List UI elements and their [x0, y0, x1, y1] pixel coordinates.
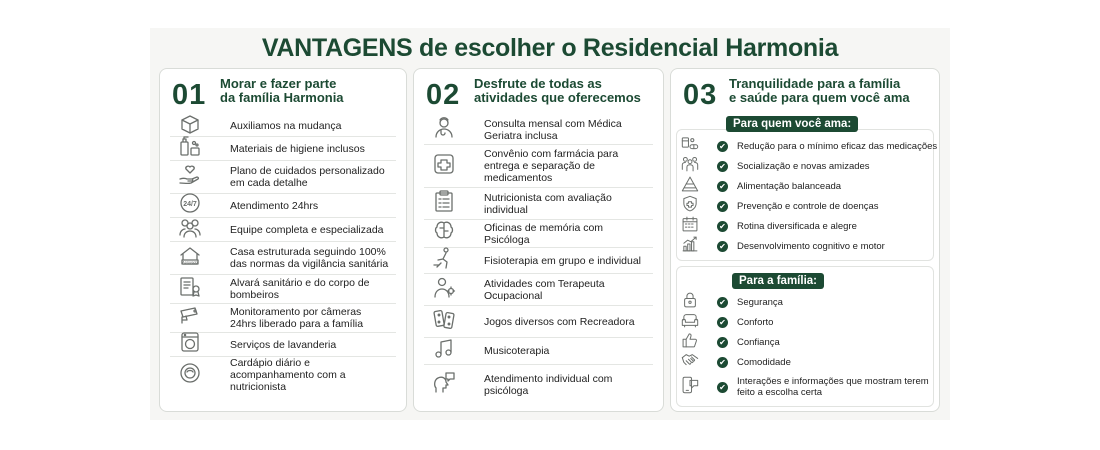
card-heading-line2: da família Harmonia	[220, 90, 344, 105]
check-icon: ✔	[717, 201, 728, 212]
list-item	[671, 156, 939, 176]
card-activities	[413, 68, 664, 412]
check-icon: ✔	[717, 221, 728, 232]
advantages-infographic	[150, 28, 950, 420]
item-text: Musicoterapia	[484, 345, 550, 357]
family-list	[671, 292, 939, 402]
card-heading	[220, 77, 344, 105]
team-icon	[177, 214, 203, 245]
item-icon-cell	[170, 133, 210, 164]
item-text: Oficinas de memória com Psicóloga	[484, 221, 604, 246]
loved-one-list	[671, 136, 939, 256]
item-text: Auxiliamos na mudança	[230, 119, 342, 132]
list-item	[671, 136, 939, 156]
item-icon-cell	[424, 274, 464, 305]
list-item	[170, 357, 396, 393]
item-icon-cell	[424, 369, 464, 400]
item-text: Convênio com farmácia para entrega e separação de medicamentos	[484, 148, 619, 184]
item-text: Confiança	[737, 336, 780, 348]
hygiene-products-icon	[177, 133, 203, 164]
list-item	[671, 176, 939, 196]
clipboard-icon	[431, 188, 457, 219]
card-heading-line1: Morar e fazer parte	[220, 76, 337, 91]
item-text: Cardápio diário e acompanhamento com a nutricionista	[230, 357, 346, 393]
item-icon-cell	[170, 162, 210, 193]
approved-house-icon	[177, 243, 203, 274]
item-text: Jogos diversos com Recreadora	[484, 315, 635, 328]
check-icon: ✔	[717, 181, 728, 192]
music-note-icon	[431, 336, 457, 367]
card-moving-in	[159, 68, 407, 412]
check-icon: ✔	[717, 297, 728, 308]
list-item	[671, 196, 939, 216]
item-text: Alvará sanitário e do corpo de bombeiros	[230, 277, 370, 301]
item-icon-cell	[424, 151, 464, 182]
pharmacy-icon	[431, 151, 457, 182]
card-items	[160, 115, 406, 393]
list-item	[671, 216, 939, 236]
item-icon-cell	[424, 306, 464, 337]
card-number: 01	[172, 79, 207, 111]
handshake-icon	[680, 350, 700, 375]
list-item	[424, 188, 653, 220]
item-icon-cell	[671, 234, 709, 259]
list-item	[424, 274, 653, 306]
list-item	[424, 220, 653, 248]
item-text: Redução para o mínimo eficaz das medicações	[737, 140, 938, 152]
list-item	[424, 306, 653, 338]
list-item	[424, 338, 653, 365]
list-item	[424, 365, 653, 404]
check-icon: ✔	[717, 382, 728, 393]
list-item	[170, 333, 396, 357]
check-icon: ✔	[717, 241, 728, 252]
list-item	[671, 372, 939, 402]
item-text: Materiais de higiene inclusos	[230, 142, 365, 155]
item-icon-cell	[424, 188, 464, 219]
family-label: Para a família:	[732, 273, 824, 289]
item-icon-cell	[424, 336, 464, 367]
item-icon-cell	[424, 245, 464, 276]
item-text: Serviços de lavanderia	[230, 338, 337, 351]
item-text: Atendimento individual com psicóloga	[484, 372, 613, 397]
list-item	[170, 137, 396, 161]
list-item	[671, 292, 939, 312]
item-icon-cell	[170, 329, 210, 360]
card-header	[671, 75, 939, 111]
list-item	[424, 145, 653, 188]
washing-machine-icon	[177, 329, 203, 360]
item-icon-cell	[170, 360, 210, 391]
therapist-icon	[431, 274, 457, 305]
phone-chat-icon	[680, 375, 700, 400]
item-text: Atendimento 24hrs	[230, 199, 319, 212]
card-heading-line2: e saúde para quem você ama	[729, 90, 910, 105]
list-item	[170, 275, 396, 304]
check-icon: ✔	[717, 317, 728, 328]
list-item	[170, 218, 396, 242]
care-hand-icon	[177, 162, 203, 193]
item-text: Rotina diversificada e alegre	[737, 220, 857, 232]
item-icon-cell	[424, 114, 464, 145]
card-heading-line2: atividades que oferecemos	[474, 90, 641, 105]
item-icon-cell	[170, 214, 210, 245]
item-text: Interações e informações que mostram terem feito a escolha certa	[737, 376, 929, 398]
card-header	[160, 75, 406, 111]
check-icon: ✔	[717, 141, 728, 152]
page-title: VANTAGENS de escolher o Residencial Harmonia	[261, 34, 839, 62]
card-number: 03	[683, 79, 718, 111]
svg-text:Aprovado: Aprovado	[182, 260, 198, 264]
check-icon: ✔	[717, 357, 728, 368]
item-text: Casa estruturada seguindo 100% das normas da vigilância sanitária	[230, 246, 389, 270]
item-icon-cell	[671, 350, 709, 375]
item-text: Segurança	[737, 296, 783, 308]
item-text: Socialização e novas amizades	[737, 160, 870, 172]
item-text: Plano de cuidados personalizado em cada detalhe	[230, 165, 385, 189]
item-text: Alimentação balanceada	[737, 180, 842, 192]
item-text: Fisioterapia em grupo e individual	[484, 254, 642, 267]
growth-chart-icon	[680, 234, 700, 259]
item-text: Monitoramento por câmeras 24hrs liberado para a família	[230, 306, 364, 330]
item-icon-cell	[170, 274, 210, 305]
item-text: Comodidade	[737, 356, 791, 368]
list-item	[424, 248, 653, 274]
list-item	[170, 242, 396, 275]
item-text: Equipe completa e especializada	[230, 223, 384, 236]
list-item	[424, 115, 653, 145]
dominoes-icon	[431, 306, 457, 337]
item-text: Desenvolvimento cognitivo e motor	[737, 240, 885, 252]
list-item	[671, 312, 939, 332]
card-heading	[729, 77, 910, 105]
certificate-icon	[177, 274, 203, 305]
card-heading-line1: Desfrute de todas as	[474, 76, 602, 91]
card-number: 02	[426, 79, 461, 111]
item-text: Atividades com Terapeuta Ocupacional	[484, 277, 605, 302]
check-icon: ✔	[717, 161, 728, 172]
card-items	[414, 115, 663, 404]
card-header	[414, 75, 663, 111]
item-icon-cell	[671, 375, 709, 400]
card-peace-of-mind	[670, 68, 940, 412]
list-item	[671, 352, 939, 372]
item-text: Consulta mensal com Médica Geriatra inclusa	[484, 117, 622, 142]
card-heading-line1: Tranquilidade para a família	[729, 76, 901, 91]
item-text: Nutricionista com avaliação individual	[484, 191, 612, 216]
item-text: Conforto	[737, 316, 774, 328]
food-plate-icon	[177, 360, 203, 391]
list-item	[671, 236, 939, 256]
doctor-icon	[431, 114, 457, 145]
svg-text:24/7: 24/7	[183, 201, 197, 208]
card-heading	[474, 77, 641, 105]
check-icon: ✔	[717, 337, 728, 348]
item-text: Prevenção e controle de doenças	[737, 200, 879, 212]
physiotherapy-icon	[431, 245, 457, 276]
list-item	[671, 332, 939, 352]
speech-head-icon	[431, 369, 457, 400]
item-icon-cell	[170, 243, 210, 274]
loved-one-label: Para quem você ama:	[726, 116, 858, 132]
